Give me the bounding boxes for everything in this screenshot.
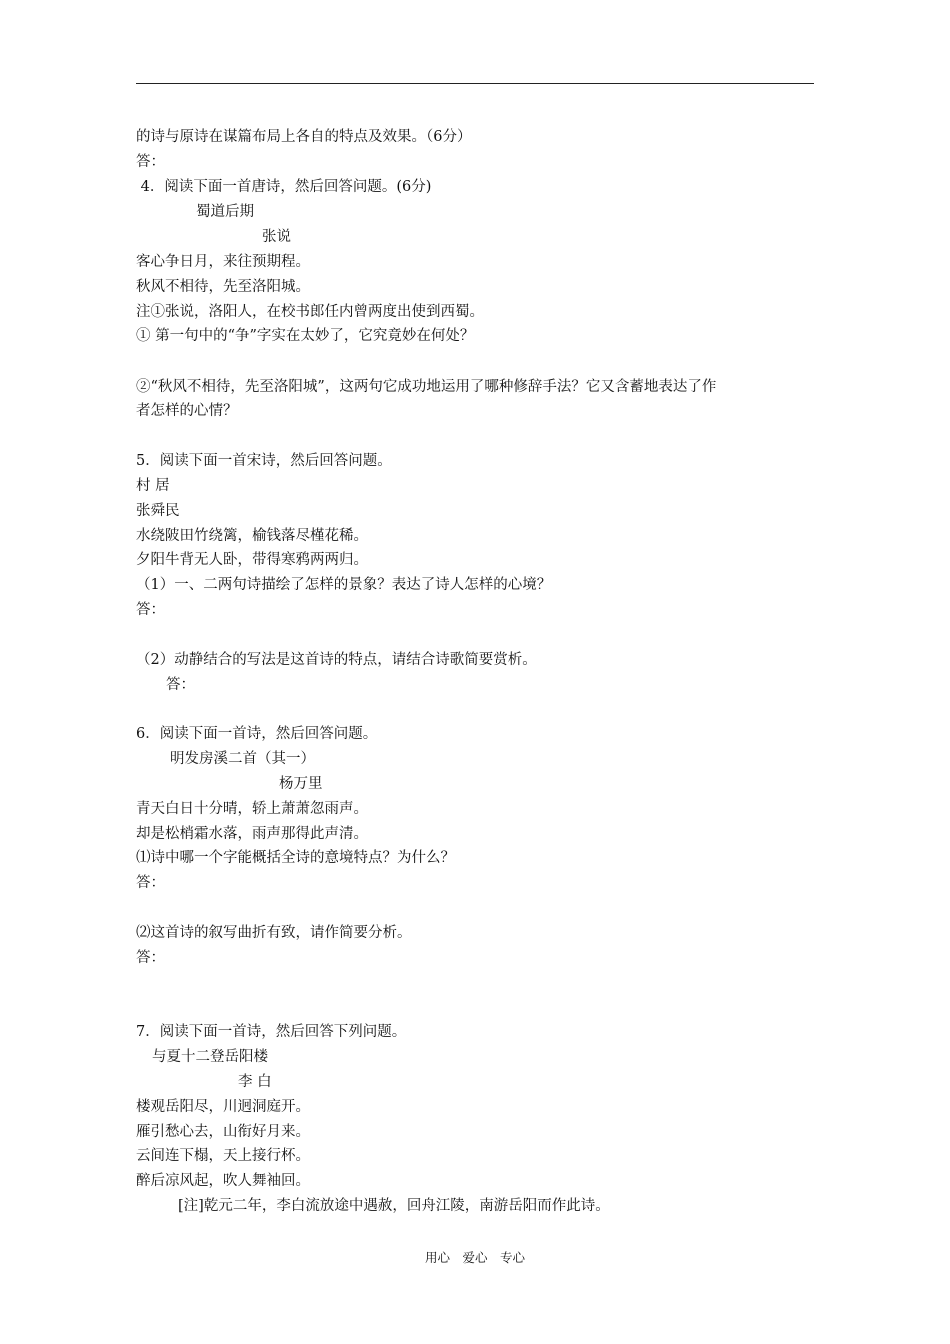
question-4-heading: 4．阅读下面一首唐诗，然后回答问题。(6分) bbox=[136, 179, 432, 195]
sub-question: ① 第一句中的“争”字实在太妙了，它究竟妙在何处？ bbox=[136, 328, 475, 344]
poem-line: 雁引愁心去，山衔好月来。 bbox=[136, 1124, 310, 1140]
answer-label: 答： bbox=[136, 950, 165, 966]
sub-question: ②“秋风不相待，先至洛阳城”，这两句它成功地运用了哪种修辞手法？它又含蓄地表达了作 bbox=[136, 379, 717, 395]
poem-line: 水绕陂田竹绕篱，榆钱落尽槿花稀。 bbox=[136, 528, 368, 544]
poem-title: 与夏十二登岳阳楼 bbox=[152, 1049, 268, 1065]
answer-label: 答： bbox=[136, 875, 165, 891]
header-rule bbox=[136, 83, 814, 84]
question-5-heading: 5．阅读下面一首宋诗，然后回答问题。 bbox=[136, 453, 392, 469]
question-7-heading: 7．阅读下面一首诗，然后回答下列问题。 bbox=[136, 1024, 407, 1040]
poem-line: 却是松梢霜水落，雨声那得此声清。 bbox=[136, 826, 368, 842]
answer-label: 答： bbox=[166, 677, 195, 693]
question-6-heading: 6．阅读下面一首诗，然后回答问题。 bbox=[136, 726, 378, 742]
answer-label: 答： bbox=[136, 602, 165, 618]
poem-title: 蜀道后期 bbox=[196, 204, 254, 220]
poem-author: 李 白 bbox=[238, 1074, 272, 1090]
poem-line: 醉后凉风起，吹人舞袖回。 bbox=[136, 1173, 310, 1189]
poem-author: 杨万里 bbox=[279, 776, 323, 792]
poem-note: 注①张说，洛阳人，在校书郎任内曾两度出使到西蜀。 bbox=[136, 304, 484, 320]
poem-line: 青天白日十分晴，轿上萧萧忽雨声。 bbox=[136, 801, 368, 817]
page-footer: 用心 爱心 专心 bbox=[424, 1250, 525, 1265]
poem-note: [注]乾元二年，李白流放途中遇赦，回舟江陵，南游岳阳而作此诗。 bbox=[178, 1198, 610, 1214]
poem-line: 云间连下榻，天上接行杯。 bbox=[136, 1148, 310, 1164]
poem-line: 楼观岳阳尽，川迥洞庭开。 bbox=[136, 1099, 310, 1115]
answer-label: 答： bbox=[136, 154, 165, 170]
sub-question: ⑵这首诗的叙写曲折有致，请作简要分析。 bbox=[136, 925, 412, 941]
poem-title: 明发房溪二首（其一） bbox=[170, 751, 315, 767]
poem-line: 秋风不相待，先至洛阳城。 bbox=[136, 279, 310, 295]
poem-title: 村 居 bbox=[136, 478, 170, 494]
poem-line: 客心争日月，来往预期程。 bbox=[136, 254, 310, 270]
question-continuation: 的诗与原诗在谋篇布局上各自的特点及效果。（6分） bbox=[136, 129, 472, 145]
poem-author: 张舜民 bbox=[136, 503, 180, 519]
poem-line: 夕阳牛背无人卧，带得寒鸦两两归。 bbox=[136, 552, 368, 568]
poem-author: 张说 bbox=[262, 229, 291, 245]
sub-question: （1）一、二两句诗描绘了怎样的景象？表达了诗人怎样的心境？ bbox=[136, 577, 552, 593]
sub-question-continued: 者怎样的心情？ bbox=[136, 403, 238, 419]
sub-question: （2）动静结合的写法是这首诗的特点，请结合诗歌简要赏析。 bbox=[136, 652, 537, 668]
sub-question: ⑴诗中哪一个字能概括全诗的意境特点？为什么？ bbox=[136, 850, 455, 866]
